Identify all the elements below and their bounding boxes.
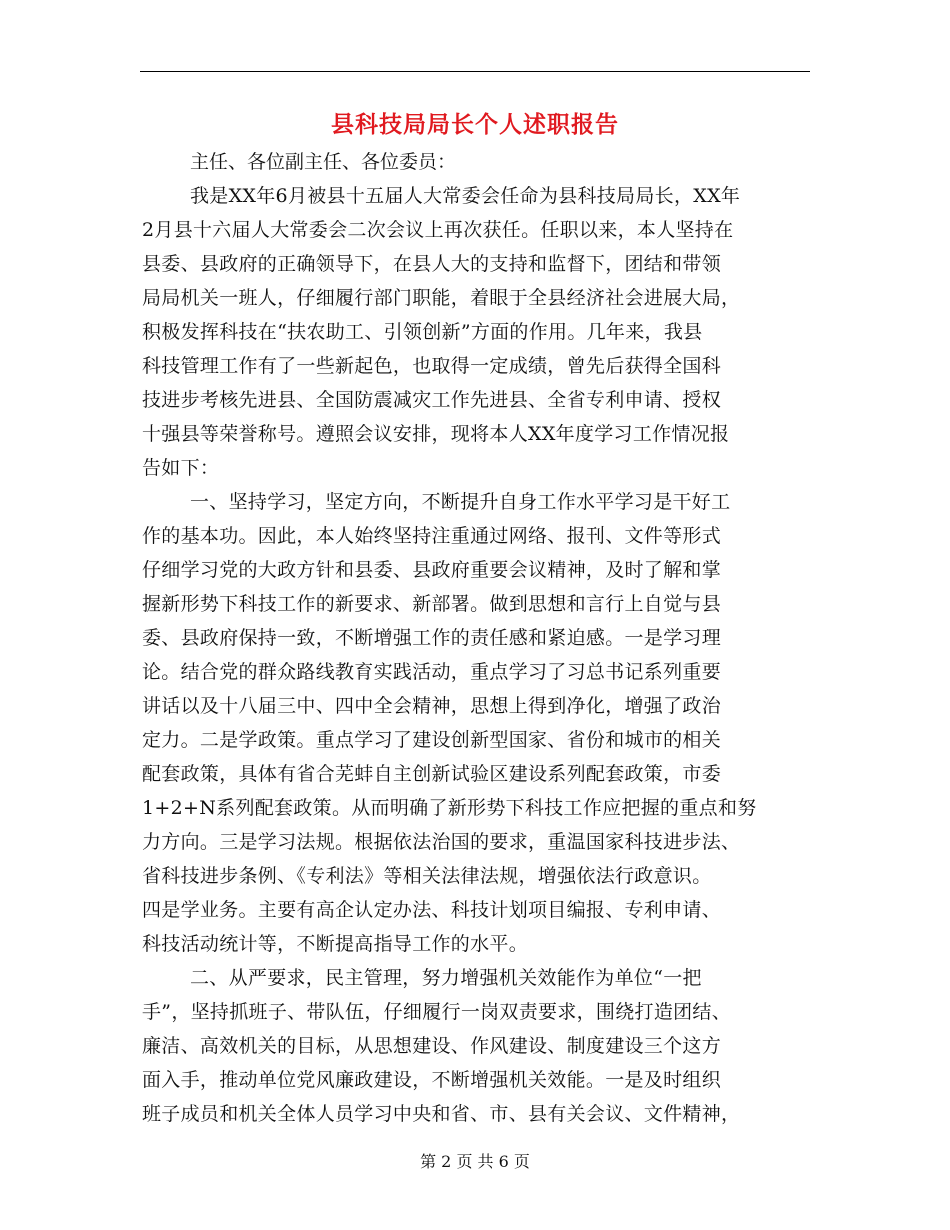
body-line: 二、从严要求，民主管理，努力增强机关效能作为单位“一把 (190, 967, 702, 989)
body-line: 廉洁、高效机关的目标，从思想建设、作风建设、制度建设三个这方 (142, 1035, 722, 1057)
body-line: 2月县十六届人大常委会二次会议上再次获任。任职以来，本人坚持在 (142, 219, 734, 241)
body-line: 一、坚持学习，坚定方向，不断提升自身工作水平学习是干好工 (190, 491, 731, 513)
body-line: 班子成员和机关全体人员学习中央和省、市、县有关会议、文件精神， (142, 1103, 741, 1125)
body-line: 技进步考核先进县、全国防震减灾工作先进县、全省专利申请、授权 (142, 389, 722, 411)
body-line: 告如下： (142, 457, 220, 479)
header-rule (140, 71, 810, 72)
body-line: 配套政策，具体有省合芜蚌自主创新试验区建设系列配套政策，市委 (142, 763, 722, 785)
body-line: 握新形势下科技工作的新要求、新部署。做到思想和言行上自觉与县 (142, 593, 722, 615)
body-line: 我是XX年6月被县十五届人大常委会任命为县科技局局长，XX年 (190, 185, 741, 207)
document-title: 县科技局局长个人述职报告 (331, 111, 619, 138)
body-line: 科技活动统计等，不断提高指导工作的水平。 (142, 933, 529, 955)
body-line: 1+2+N系列配套政策。从而明确了新形势下科技工作应把握的重点和努 (142, 797, 757, 819)
body-line: 四是学业务。主要有高企认定办法、科技计划项目编报、专利申请、 (142, 899, 722, 921)
body-line: 县委、县政府的正确领导下，在县人大的支持和监督下，团结和带领 (142, 253, 722, 275)
body-line: 力方向。三是学习法规。根据依法治国的要求，重温国家科技进步法、 (142, 831, 741, 853)
body-line: 讲话以及十八届三中、四中全会精神，思想上得到净化，增强了政治 (142, 695, 722, 717)
body-line: 局局机关一班人，仔细履行部门职能，着眼于全县经济社会进展大局， (142, 287, 741, 309)
page-footer: 第 2 页 共 6 页 (420, 1152, 530, 1171)
body-line: 论。结合党的群众路线教育实践活动，重点学习了习总书记系列重要 (142, 661, 722, 683)
body-line: 科技管理工作有了一些新起色，也取得一定成绩，曾先后获得全国科 (142, 355, 722, 377)
body-line: 定力。二是学政策。重点学习了建设创新型国家、省份和城市的相关 (142, 729, 722, 751)
body-line: 仔细学习党的大政方针和县委、县政府重要会议精神，及时了解和掌 (142, 559, 722, 581)
body-line: 面入手，推动单位党风廉政建设，不断增强机关效能。一是及时组织 (142, 1069, 722, 1091)
body-line: 省科技进步条例、《专利法》等相关法律法规，增强依法行政意识。 (142, 865, 712, 887)
salutation: 主任、各位副主任、各位委员： (190, 151, 457, 173)
body-line: 积极发挥科技在“扶农助工、引领创新”方面的作用。几年来，我县 (142, 321, 703, 343)
body-line: 作的基本功。因此，本人始终坚持注重通过网络、报刊、文件等形式 (142, 525, 722, 547)
body-line: 十强县等荣誉称号。遵照会议安排，现将本人XX年度学习工作情况报 (142, 423, 730, 445)
body-line: 委、县政府保持一致，不断增强工作的责任感和紧迫感。一是学习理 (142, 627, 722, 649)
body-line: 手”，坚持抓班子、带队伍，仔细履行一岗双责要求，围绕打造团结、 (142, 1001, 732, 1023)
